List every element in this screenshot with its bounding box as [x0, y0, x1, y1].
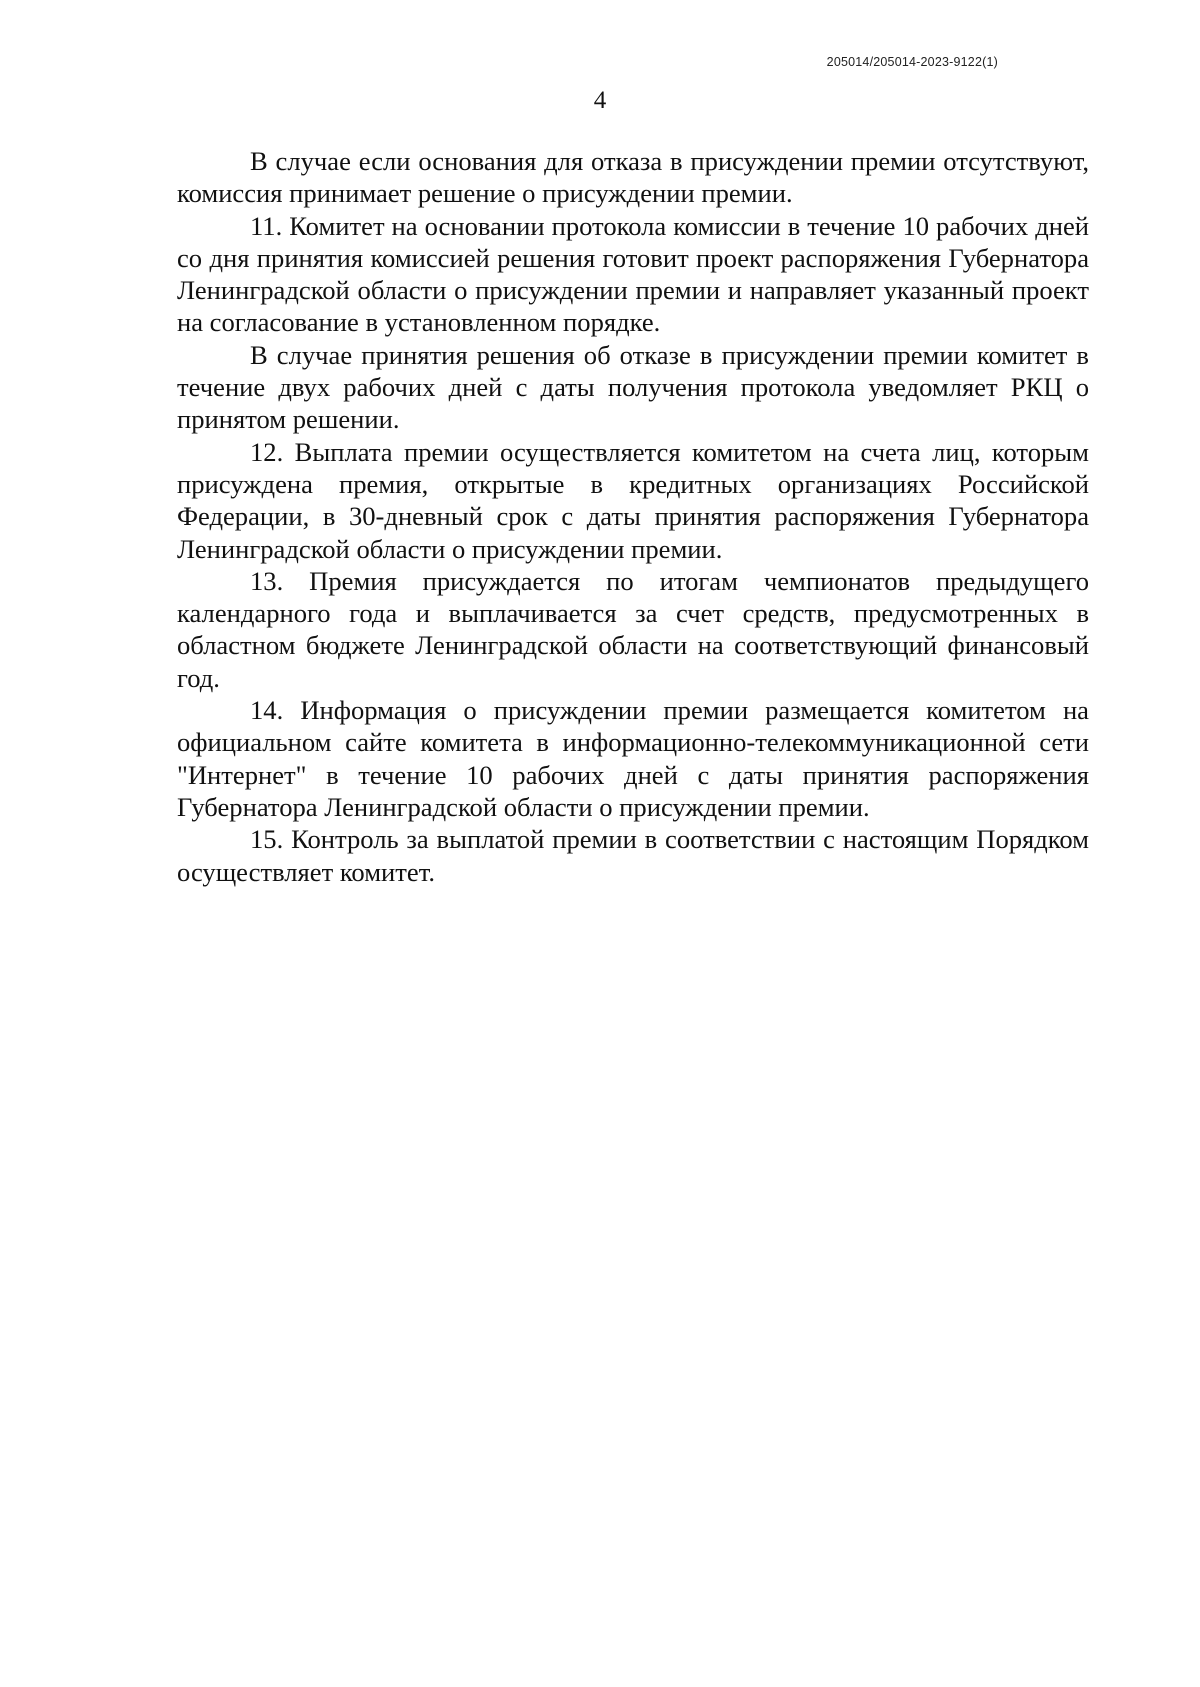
paragraph-13: 13. Премия присуждается по итогам чемпионатов предыдущего календарного года и выплачивается за счет средств, предусмотренных в областном бюджете Ленинградской области на соответствующий финансовый год. — [177, 565, 1089, 693]
paragraph-14: 14. Информация о присуждении премии размещается комитетом на официальном сайте комитета в информационно-телекоммуникационной сети "Интернет" в течение 10 рабочих дней с даты принятия распоряжения Губернатора Ленинградской области о присуждении премии. — [177, 695, 1089, 822]
paragraph-refusal-notification: В случае принятия решения об отказе в присуждении премии комитет в течение двух рабочих дней с даты получения протокола уведомляет РКЦ о принятом решении. — [177, 339, 1089, 435]
paragraph-no-grounds-refusal: В случае если основания для отказа в присуждении премии отсутствуют, комиссия принимает решение о присуждении премии. — [177, 146, 1089, 209]
page-number: 4 — [593, 87, 607, 114]
document-id: 205014/205014-2023-9122(1) — [826, 55, 998, 69]
paragraph-11: 11. Комитет на основании протокола комиссии в течение 10 рабочих дней со дня принятия комиссией решения готовит проект распоряжения Губернатора Ленинградской области о присуждении премии и направляет указанный проект на согласование в установленном порядке. — [177, 210, 1089, 338]
paragraph-15: 15. Контроль за выплатой премии в соответствии с настоящим Порядком осуществляет комитет. — [177, 824, 1089, 887]
document-body — [177, 145, 1089, 888]
paragraph-12: 12. Выплата премии осуществляется комитетом на счета лиц, которым присуждена премия, открытые в кредитных организациях Российской Федерации, в 30-дневный срок с даты принятия распоряжения Губернатора Ленинградской области о присуждении премии. — [177, 436, 1089, 564]
